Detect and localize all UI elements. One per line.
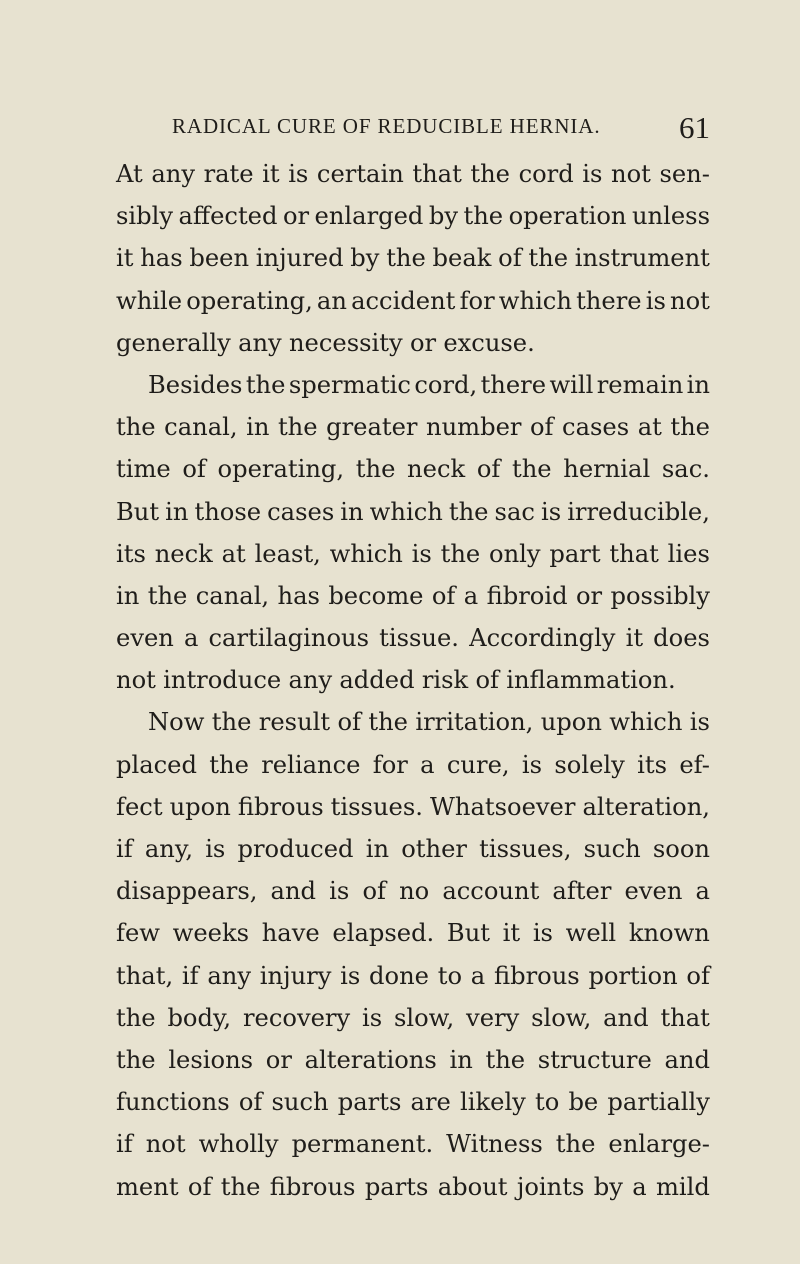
- text-line: Besides the spermatic cord, there will remain in: [148, 370, 710, 399]
- text-line: But in those cases in which the sac is irreducible,: [116, 497, 710, 526]
- text-line: if any, is produced in other tissues, such soon: [116, 835, 710, 863]
- text-line: placed the reliance for a cure, is solely its ef-: [116, 750, 710, 779]
- text-line: if not wholly permanent. Witness the enlarge-: [116, 1130, 710, 1159]
- text-line: At any rate it is certain that the cord is not sen-: [116, 160, 710, 188]
- text-line: functions of such parts are likely to be partially: [116, 1088, 710, 1117]
- text-line: sibly affected or enlarged by the operation unless: [116, 202, 710, 231]
- text-line: generally any necessity or excuse.: [116, 328, 535, 357]
- text-line: disappears, and is of no account after even a: [116, 877, 710, 906]
- text-line: Now the result of the irritation, upon which is: [148, 708, 710, 737]
- text-line: it has been injured by the beak of the instrument: [116, 244, 710, 273]
- running-head: [172, 110, 710, 144]
- text-line: its neck at least, which is the only part that lies: [116, 539, 710, 568]
- text-line: even a cartilaginous tissue. Accordingly it does: [116, 624, 710, 653]
- text-line: in the canal, has become of a fibroid or possibly: [116, 581, 710, 610]
- text-line: the body, recovery is slow, very slow, and that: [116, 1003, 710, 1032]
- text-line: time of operating, the neck of the hernial sac.: [116, 455, 710, 484]
- text-line: not introduce any added risk of inflammation.: [116, 666, 676, 695]
- body-text: [116, 153, 710, 1208]
- text-line: the canal, in the greater number of cases at the: [116, 413, 710, 442]
- text-line: ment of the fibrous parts about joints by a mild: [116, 1172, 710, 1201]
- text-line: few weeks have elapsed. But it is well known: [116, 919, 710, 948]
- text-line: fect upon fibrous tissues. Whatsoever alteration,: [116, 792, 710, 821]
- page-number: 61: [679, 110, 710, 145]
- text-line: while operating, an accident for which there is not: [116, 286, 710, 315]
- running-title: RADICAL CURE OF REDUCIBLE HERNIA.: [172, 114, 601, 138]
- text-line: the lesions or alterations in the structure and: [116, 1045, 710, 1074]
- text-line: that, if any injury is done to a fibrous portion of: [116, 961, 710, 990]
